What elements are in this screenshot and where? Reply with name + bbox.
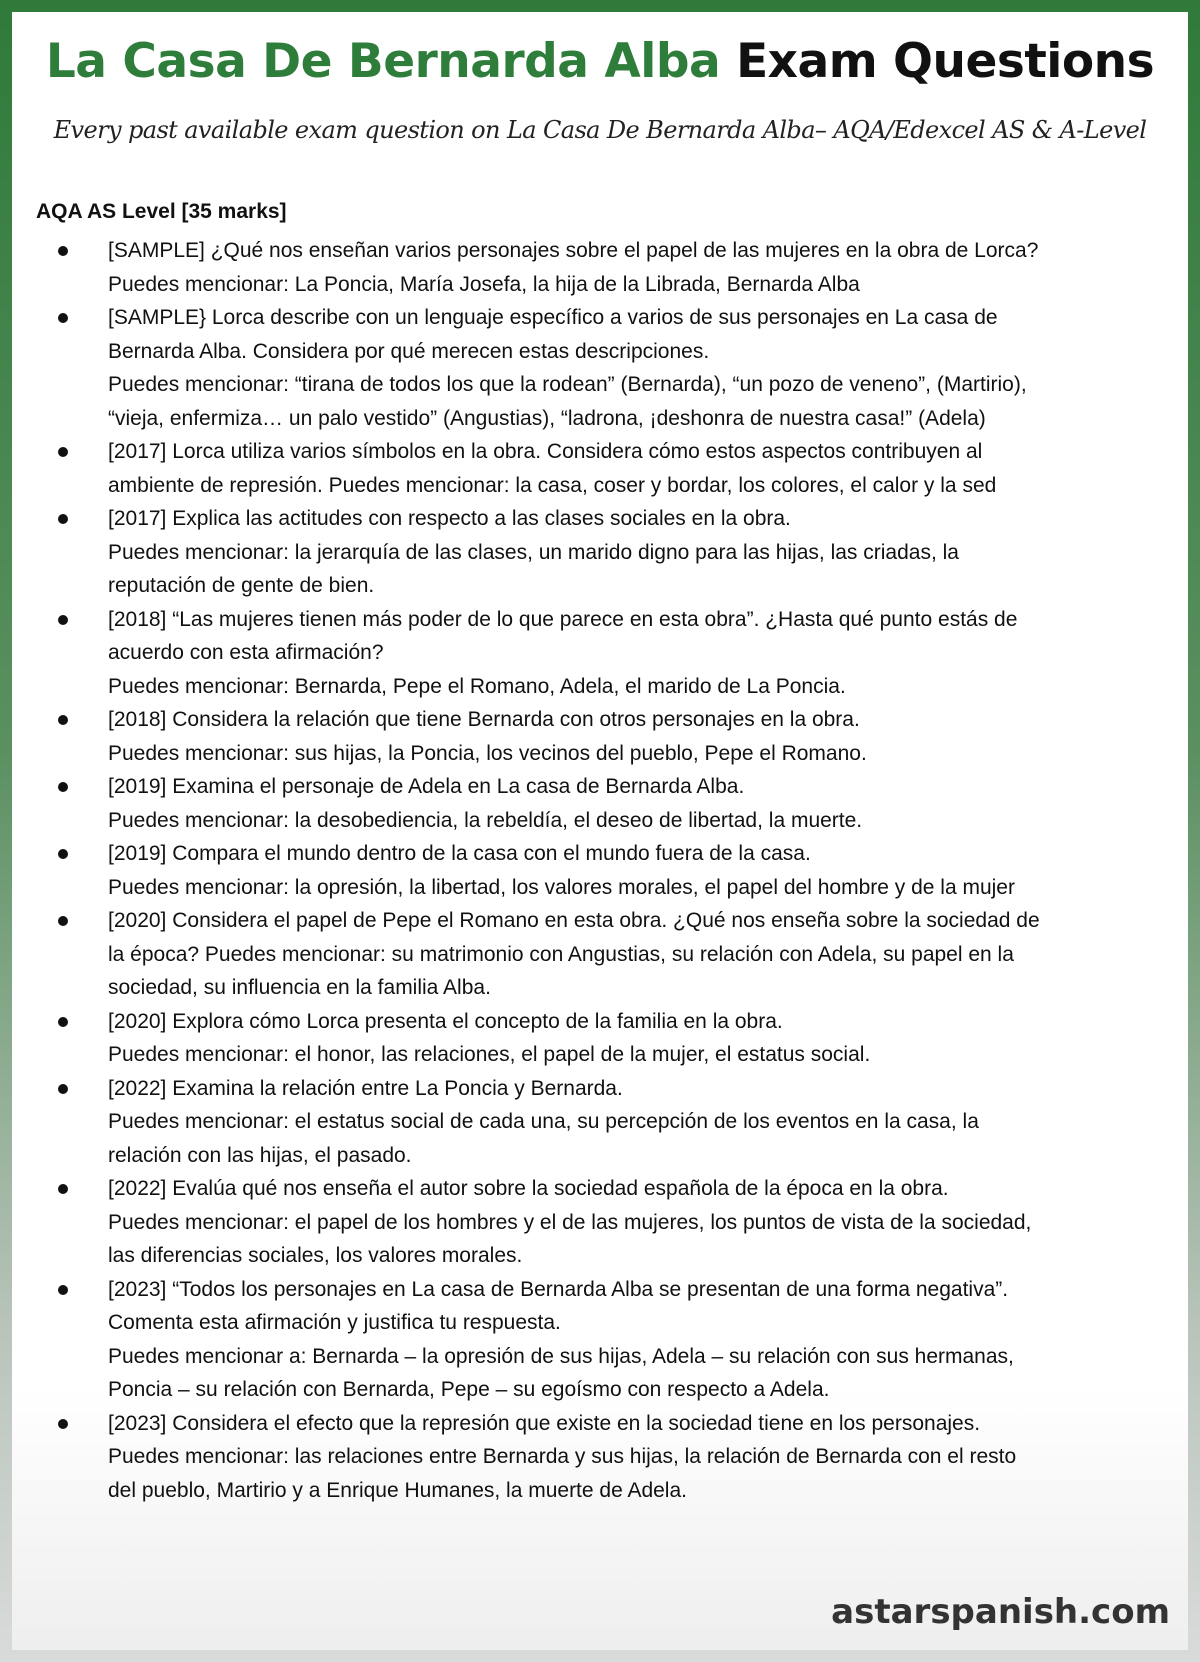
question-line: [SAMPLE] ¿Qué nos enseñan varios personajes sobre el papel de las mujeres en la obra de Lorca?	[108, 239, 1039, 262]
question-line: reputación de gente de bien.	[108, 574, 375, 597]
question-item	[12, 1273, 1188, 1407]
bullet-icon	[58, 916, 68, 926]
question-line: [2019] Compara el mundo dentro de la casa con el mundo fuera de la casa.	[108, 842, 811, 865]
bullet-icon	[58, 246, 68, 256]
bullet-icon	[58, 514, 68, 524]
question-line: Puedes mencionar: la opresión, la libertad, los valores morales, el papel del hombre y de la mujer	[108, 875, 1015, 899]
question-line: Puedes mencionar: el honor, las relaciones, el papel de la mujer, el estatus social.	[108, 1043, 871, 1066]
question-line: Bernarda Alba. Considera por qué merecen estas descripciones.	[108, 339, 710, 363]
question-line: sociedad, su influencia en la familia Alba.	[108, 976, 491, 999]
question-list	[12, 234, 1188, 1507]
question-line: “vieja, enfermiza… un palo vestido” (Angustias), “ladrona, ¡deshonra de nuestra casa!” (Adela)	[108, 406, 986, 430]
question-item	[12, 1005, 1188, 1072]
question-line: relación con las hijas, el pasado.	[108, 1143, 412, 1167]
question-line: [2018] Considera la relación que tiene Bernarda con otros personajes en la obra.	[108, 708, 860, 731]
question-line: la época? Puedes mencionar: su matrimonio con Angustias, su relación con Adela, su papel en la	[108, 942, 1014, 966]
question-item	[12, 301, 1188, 435]
bullet-icon	[58, 1184, 68, 1194]
question-line: [2020] Considera el papel de Pepe el Romano en esta obra. ¿Qué nos enseña sobre la sociedad de	[108, 909, 1040, 932]
question-line: ambiente de represión. Puedes mencionar: la casa, coser y bordar, los colores, el calor y la sed	[108, 473, 997, 497]
question-line: [2017] Explica las actitudes con respecto a las clases sociales en la obra.	[108, 507, 791, 530]
question-line: [2018] “Las mujeres tienen más poder de lo que parece en esta obra”. ¿Hasta qué punto estás de	[108, 607, 1018, 631]
bullet-icon	[58, 849, 68, 859]
question-line: Puedes mencionar: la jerarquía de las clases, un marido digno para las hijas, las criadas, la	[108, 540, 959, 564]
section-heading: AQA AS Level [35 marks]	[36, 200, 287, 223]
question-line: [2023] “Todos los personajes en La casa de Bernarda Alba se presentan de una forma negativa”.	[108, 1277, 1009, 1301]
page-title	[12, 34, 1188, 89]
bullet-icon	[58, 313, 68, 323]
document-page	[12, 12, 1188, 1650]
question-line: Puedes mencionar: La Poncia, María Josefa, la hija de la Librada, Bernarda Alba	[108, 272, 860, 296]
question-line: Puedes mencionar: Bernarda, Pepe el Romano, Adela, el marido de La Poncia.	[108, 674, 846, 698]
bullet-icon	[58, 1419, 68, 1429]
question-line: las diferencias sociales, los valores morales.	[108, 1244, 523, 1267]
question-line: [2019] Examina el personaje de Adela en La casa de Bernarda Alba.	[108, 775, 745, 798]
question-line: Poncia – su relación con Bernarda, Pepe – su egoísmo con respecto a Adela.	[108, 1378, 830, 1401]
question-line: del pueblo, Martirio y a Enrique Humanes, la muerte de Adela.	[108, 1478, 687, 1502]
footer-brand: astarspanish.com	[831, 1592, 1170, 1632]
bullet-icon	[58, 1017, 68, 1027]
question-item	[12, 770, 1188, 837]
question-item	[12, 234, 1188, 301]
bullet-icon	[58, 782, 68, 792]
bullet-icon	[58, 447, 68, 457]
question-item	[12, 837, 1188, 904]
question-line: Puedes mencionar: el papel de los hombres y el de las mujeres, los puntos de vista de la sociedad,	[108, 1210, 1032, 1234]
question-line: Puedes mencionar a: Bernarda – la opresión de sus hijas, Adela – su relación con sus hermanas,	[108, 1344, 1014, 1368]
bullet-icon	[58, 1084, 68, 1094]
question-item	[12, 1172, 1188, 1273]
question-line: [SAMPLE} Lorca describe con un lenguaje específico a varios de sus personajes en La casa de	[108, 306, 998, 329]
question-line: acuerdo con esta afirmación?	[108, 641, 384, 664]
question-item	[12, 904, 1188, 1005]
title-play-name: La Casa De Bernarda Alba	[45, 34, 721, 89]
question-item	[12, 603, 1188, 704]
question-item	[12, 1072, 1188, 1173]
question-item	[12, 502, 1188, 603]
question-line: Comenta esta afirmación y justifica tu respuesta.	[108, 1311, 561, 1334]
question-line: [2017] Lorca utiliza varios símbolos en la obra. Considera cómo estos aspectos contribuyen al	[108, 440, 983, 463]
question-line: Puedes mencionar: sus hijas, la Poncia, los vecinos del pueblo, Pepe el Romano.	[108, 741, 867, 765]
question-line: Puedes mencionar: la desobediencia, la rebeldía, el deseo de libertad, la muerte.	[108, 808, 863, 832]
question-line: [2023] Considera el efecto que la represión que existe en la sociedad tiene en los personajes.	[108, 1411, 981, 1435]
question-item	[12, 1407, 1188, 1508]
bullet-icon	[58, 715, 68, 725]
question-line: [2020] Explora cómo Lorca presenta el concepto de la familia en la obra.	[108, 1009, 783, 1033]
bullet-icon	[58, 1285, 68, 1295]
question-item	[12, 703, 1188, 770]
bullet-icon	[58, 615, 68, 625]
page-subtitle: Every past available exam question on La Casa De Bernarda Alba– AQA/Edexcel AS & A-Level	[53, 116, 1147, 144]
question-line: Puedes mencionar: “tirana de todos los que la rodean” (Bernarda), “un pozo de veneno”, (Martirio),	[108, 373, 1027, 396]
question-line: [2022] Evalúa qué nos enseña el autor sobre la sociedad española de la época en la obra.	[108, 1177, 949, 1200]
question-line: Puedes mencionar: las relaciones entre Bernarda y sus hijas, la relación de Bernarda con el resto	[108, 1445, 1017, 1468]
title-exam-questions: Exam Questions	[736, 34, 1155, 89]
question-line: [2022] Examina la relación entre La Poncia y Bernarda.	[108, 1076, 623, 1100]
question-line: Puedes mencionar: el estatus social de cada una, su percepción de los eventos en la casa, la	[108, 1110, 979, 1133]
question-item	[12, 435, 1188, 502]
